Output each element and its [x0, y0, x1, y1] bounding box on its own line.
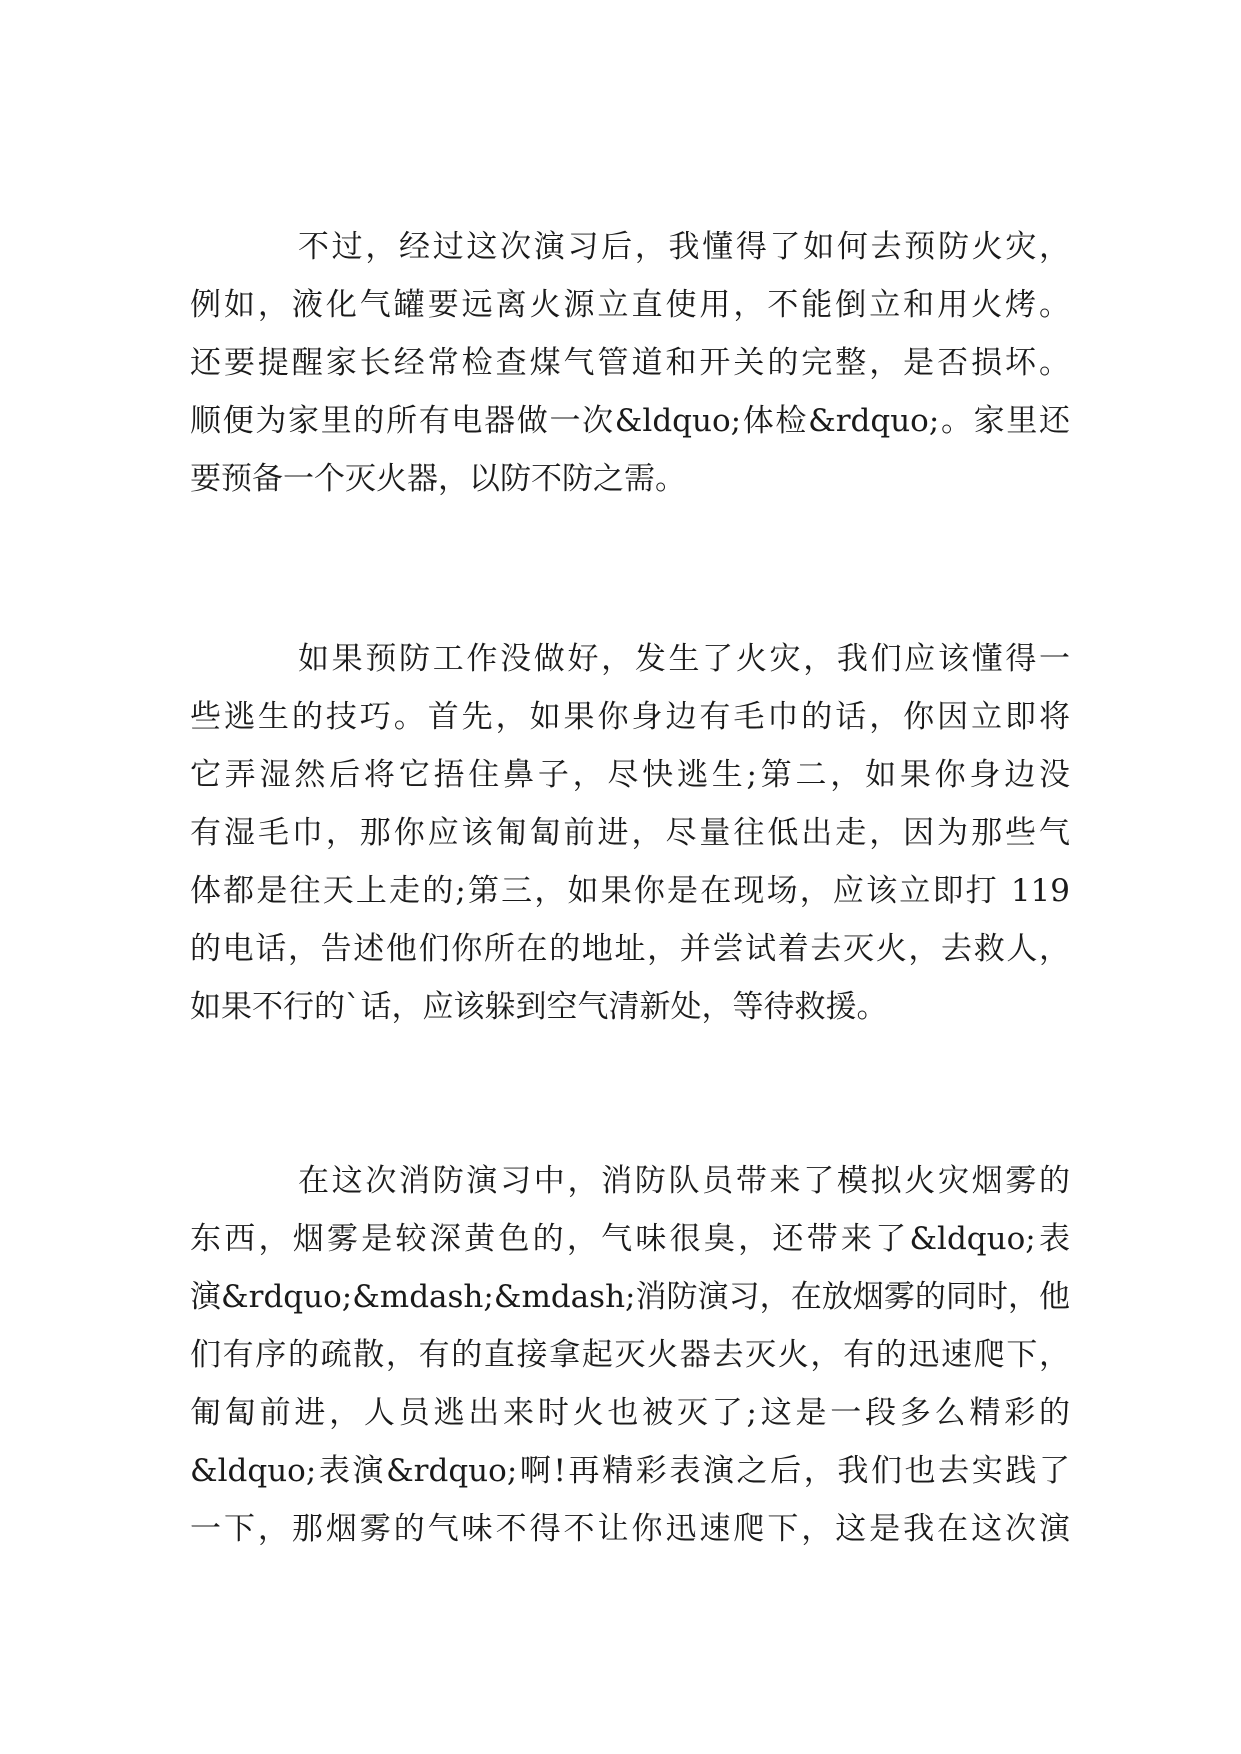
text-line: 顺便为家里的所有电器做一次&ldquo;体检&rdquo;。家里还	[190, 403, 1070, 439]
text-line: 有湿毛巾，那你应该匍匐前进，尽量往低出走，因为那些气	[190, 815, 1070, 851]
text-line: &ldquo;表演&rdquo;啊!再精彩表演之后，我们也去实践了	[190, 1453, 1070, 1489]
text-line: 要预备一个灭火器，以防不防之需。	[190, 461, 686, 497]
text-line: 匍匐前进，人员逃出来时火也被灭了;这是一段多么精彩的	[190, 1395, 1070, 1431]
text-line: 它弄湿然后将它捂住鼻子，尽快逃生;第二，如果你身边没	[190, 757, 1070, 793]
text-line: 一下，那烟雾的气味不得不让你迅速爬下，这是我在这次演	[190, 1511, 1070, 1547]
text-line: 还要提醒家长经常检查煤气管道和开关的完整，是否损坏。	[190, 345, 1070, 381]
text-line: 些逃生的技巧。首先，如果你身边有毛巾的话，你因立即将	[190, 699, 1070, 735]
text-line: 们有序的疏散，有的直接拿起灭火器去灭火，有的迅速爬下，	[190, 1337, 1070, 1373]
paragraph-fire-drill	[190, 1152, 1070, 1558]
text-line: 如果不行的`话，应该躲到空气清新处，等待救援。	[190, 989, 888, 1025]
text-line: 如果预防工作没做好，发生了火灾，我们应该懂得一	[298, 641, 1070, 677]
text-line: 演&rdquo;&mdash;&mdash;消防演习，在放烟雾的同时，他	[190, 1279, 1070, 1315]
text-line: 在这次消防演习中，消防队员带来了模拟火灾烟雾的	[298, 1163, 1070, 1199]
text-line: 例如，液化气罐要远离火源立直使用，不能倒立和用火烤。	[190, 287, 1070, 323]
text-line: 不过，经过这次演习后，我懂得了如何去预防火灾，	[298, 229, 1070, 265]
paragraph-fire-prevention	[190, 218, 1070, 508]
paragraph-escape-skills	[190, 630, 1070, 1036]
text-line: 的电话，告述他们你所在的地址，并尝试着去灭火，去救人，	[190, 931, 1070, 967]
text-line: 体都是往天上走的;第三，如果你是在现场，应该立即打 119	[190, 873, 1070, 909]
text-line: 东西，烟雾是较深黄色的，气味很臭，还带来了&ldquo;表	[190, 1221, 1070, 1257]
